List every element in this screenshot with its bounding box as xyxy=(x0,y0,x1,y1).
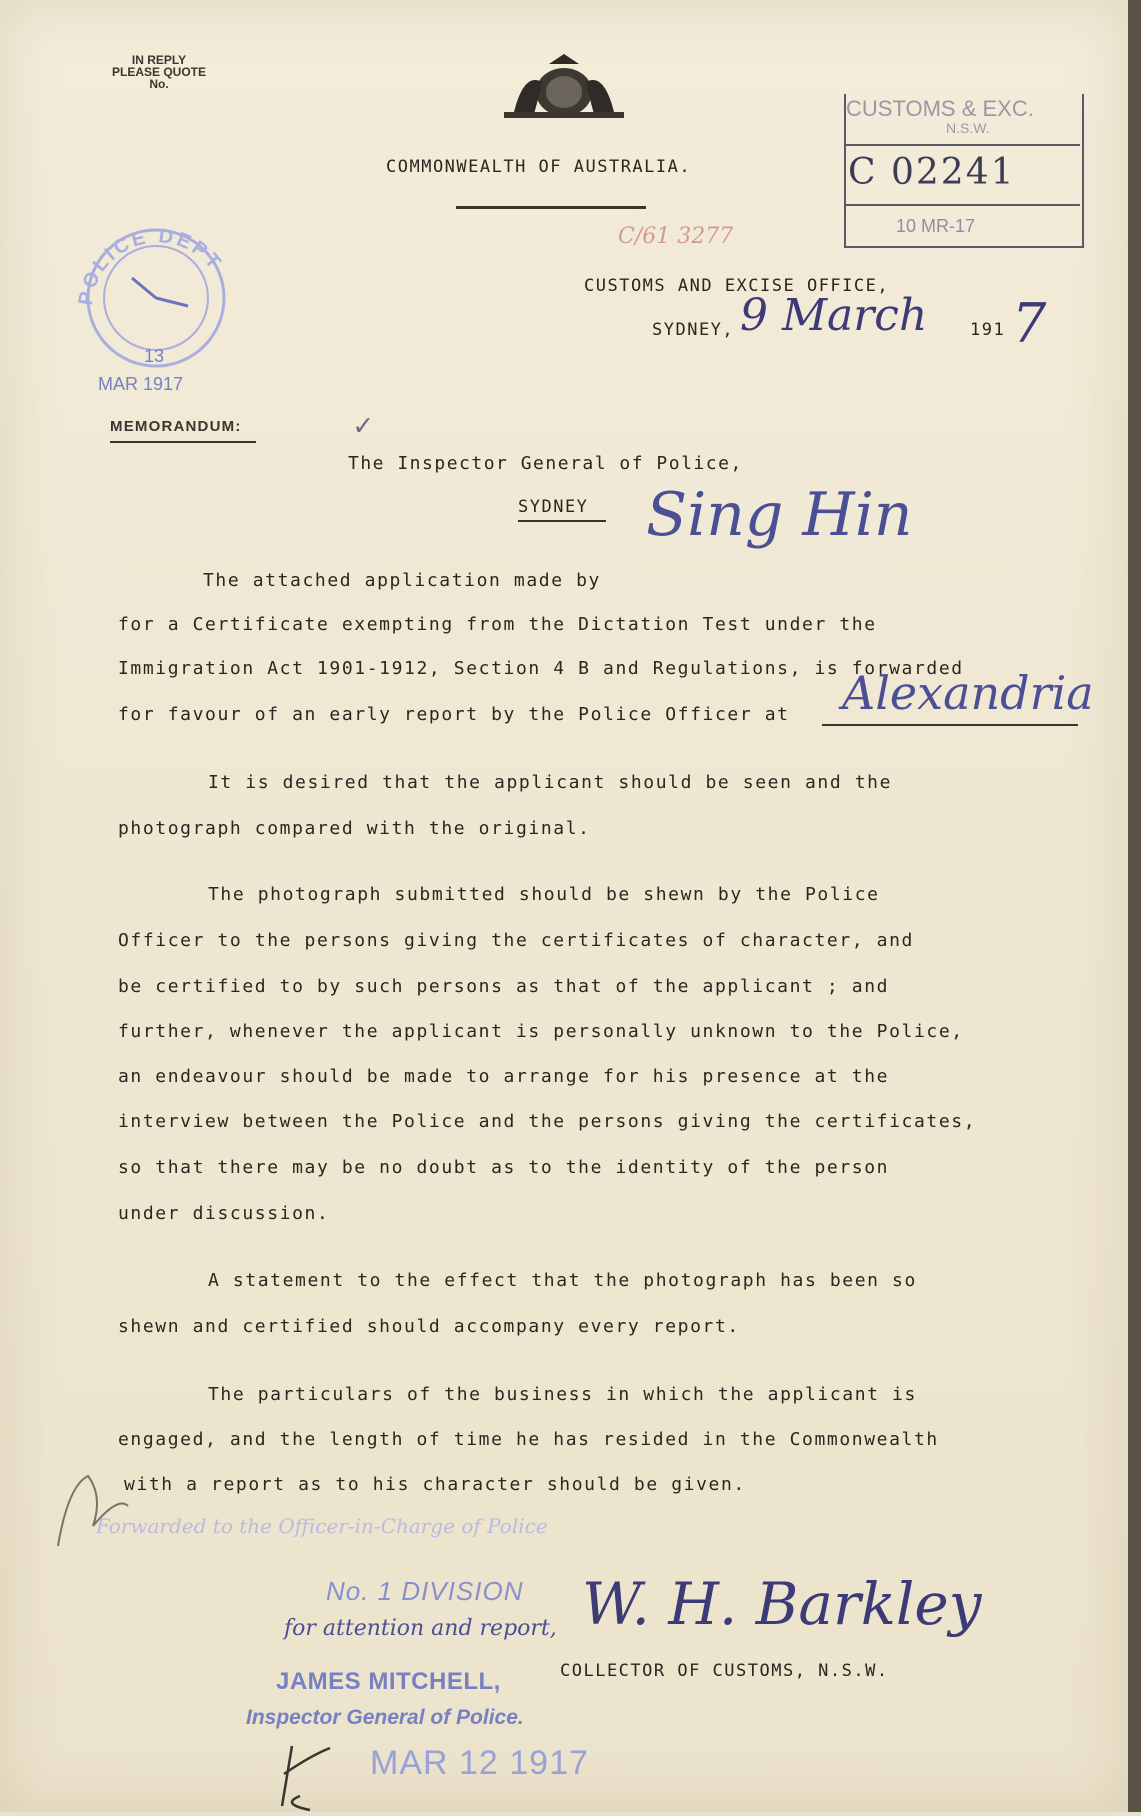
paragraph-2-line-2: photograph compared with the original. xyxy=(118,818,591,839)
police-stamp-day: 13 xyxy=(144,346,165,366)
heading-rule xyxy=(456,206,646,209)
police-stamp xyxy=(68,196,288,396)
collector-title: COLLECTOR OF CUSTOMS, N.S.W. xyxy=(560,1661,889,1681)
year-prefix: 191 xyxy=(970,320,1006,340)
office-name: CUSTOMS AND EXCISE OFFICE, xyxy=(584,276,890,296)
paragraph-3-line-5: an endeavour should be made to arrange for his presence at the xyxy=(118,1066,890,1087)
addressee-line-2: SYDNEY xyxy=(518,497,589,517)
collector-signature: W. H. Barkley xyxy=(582,1570,982,1638)
paragraph-4-line-2: shewn and certified should accompany every report. xyxy=(118,1316,740,1337)
police-stamp-ring-text: POLICE DEPT xyxy=(74,225,227,307)
inspector-title: Inspector General of Police. xyxy=(246,1706,524,1729)
paragraph-3-line-8: under discussion. xyxy=(118,1203,330,1224)
file-reference: C/61 3277 xyxy=(618,224,734,249)
location-handwritten: Alexandria xyxy=(842,666,1094,720)
customs-stamp-number: C 02241 xyxy=(848,152,1016,193)
customs-stamp xyxy=(836,94,1080,254)
year-suffix-handwritten: 7 xyxy=(1012,292,1047,355)
initials-scribble xyxy=(48,1456,138,1556)
paragraph-1-line-1: The attached application made by xyxy=(203,570,601,591)
paragraph-3-line-6: interview between the Police and the persons giving the certificates, xyxy=(118,1111,977,1132)
memorandum-label: MEMORANDUM: xyxy=(110,418,242,435)
paragraph-3-line-4: further, whenever the applicant is personally unknown to the Police, xyxy=(118,1021,964,1042)
paragraph-3-line-3: be certified to by such persons as that of the applicant ; and xyxy=(118,976,890,997)
page-edge-shadow xyxy=(1128,0,1141,1812)
reply-note-line-3: No. xyxy=(149,77,169,91)
forwarded-note: Forwarded to the Officer-in-Charge of Police xyxy=(96,1514,548,1538)
paragraph-1-line-4: for favour of an early report by the Police Officer at xyxy=(118,704,790,725)
office-city: SYDNEY, xyxy=(652,320,735,340)
check-mark-icon: ✓ xyxy=(354,408,373,443)
paragraph-5-line-2: engaged, and the length of time he has resided in the Commonwealth xyxy=(118,1429,939,1450)
reply-note-line-2: PLEASE QUOTE xyxy=(111,65,206,79)
paragraph-3-line-7: so that there may be no doubt as to the identity of the person xyxy=(118,1157,890,1178)
initials-mark xyxy=(270,1726,350,1812)
paragraph-1-line-3: Immigration Act 1901-1912, Section 4 B and Regulations, is forwarded xyxy=(118,658,964,679)
division-stamp: No. 1 DIVISION xyxy=(326,1576,524,1606)
date-handwritten: 9 March xyxy=(740,290,928,341)
paragraph-1-line-2: for a Certificate exempting from the Dictation Test under the xyxy=(118,614,877,635)
commonwealth-heading: COMMONWEALTH OF AUSTRALIA. xyxy=(386,157,692,177)
applicant-name-handwritten: Sing Hin xyxy=(646,480,913,550)
addressee-line-1: The Inspector General of Police, xyxy=(348,453,743,474)
inspector-name: JAMES MITCHELL, xyxy=(276,1668,501,1695)
coat-of-arms-icon xyxy=(494,52,634,122)
reply-note xyxy=(104,54,214,90)
customs-stamp-rule-bottom xyxy=(844,204,1080,206)
police-stamp-date: MAR 1917 xyxy=(98,374,184,394)
memorandum-rule xyxy=(110,441,256,443)
customs-stamp-date: 10 MR-17 xyxy=(896,216,976,236)
customs-stamp-title: CUSTOMS & EXC. xyxy=(846,96,1034,121)
paragraph-5-line-3: with a report as to his character should be given. xyxy=(124,1474,746,1495)
paragraph-3-line-1: The photograph submitted should be shewn by the Police xyxy=(208,884,880,905)
addressee-rule xyxy=(518,520,606,522)
location-rule xyxy=(822,724,1078,726)
reply-note-line-1: IN REPLY xyxy=(131,53,187,67)
paragraph-3-line-2: Officer to the persons giving the certificates of character, and xyxy=(118,930,914,951)
customs-stamp-subtitle: N.S.W. xyxy=(946,120,990,136)
received-date-stamp: MAR 12 1917 xyxy=(370,1744,589,1782)
paragraph-5-line-1: The particulars of the business in which the applicant is xyxy=(208,1384,917,1405)
paragraph-4-line-1: A statement to the effect that the photograph has been so xyxy=(208,1270,917,1291)
customs-stamp-rule-top xyxy=(844,144,1080,146)
attention-note: for attention and report, xyxy=(284,1616,557,1641)
paragraph-2-line-1: It is desired that the applicant should be seen and the xyxy=(208,772,893,793)
